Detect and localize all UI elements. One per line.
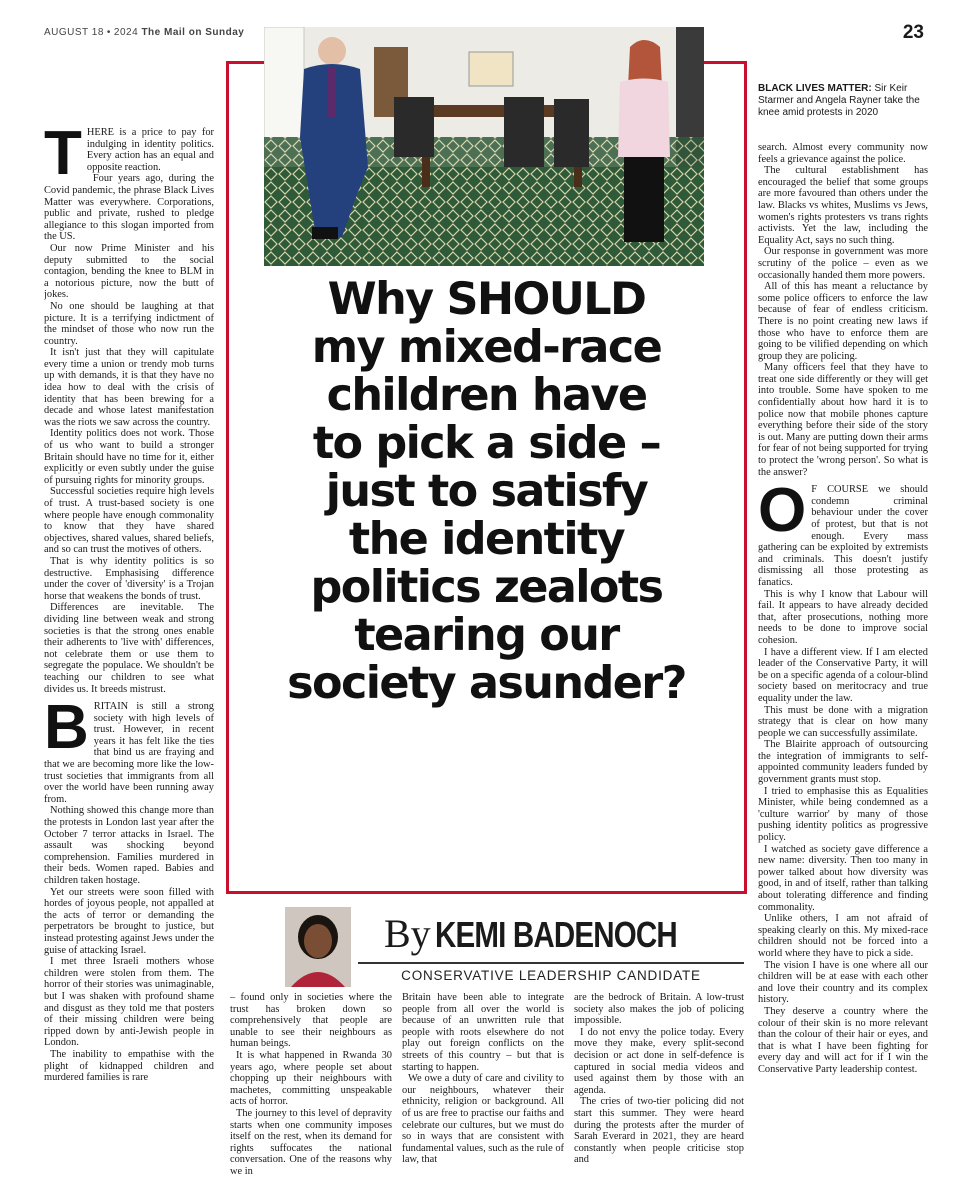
page-header: AUGUST 18 • 2024 The Mail on Sunday [44,27,245,38]
article-column-4 [574,992,744,1177]
author-photo [285,907,351,987]
caption-text: Sir Keir Starmer and Angela Rayner take the knee amid protests in 2020 [758,83,920,118]
article-paragraph: I tried to emphasise this as Equalities Minister, while being condemned as a 'culture warrior' by many of those pushing identity politics as progressive policy. [758,785,928,844]
headline-line: society asunder? [287,658,686,709]
article-paragraph: Unlike others, I am not afraid of speaking clearly on this. My mixed-race children should not be forced into a world where they have to pick a side. [758,913,928,959]
article-paragraph: The cries of two-tier policing did not start this summer. They were heard during the protests after the murder of Sarah Everard in 2021, they are heard constantly when people criticise stop and [574,1096,744,1166]
article-paragraph: Our response in government was more scrutiny of the police – even as we occasionally handed them more powers. [758,246,928,281]
author-name: KEMI BADENOCH [435,914,678,955]
page-number: 23 [902,22,924,43]
article-paragraph: Four years ago, during the Covid pandemic, the phrase Black Lives Matter was everywhere. Corporations, public and private, rushed to pledge allegiance to this slogan imported from the US. [44,173,214,243]
article-paragraph: They deserve a country where the colour of their skin is no more relevant than the colour of their hair or eyes, and that is what I have been fighting for every day and will act for if I win the Conservative Party leadership contest. [758,1005,928,1075]
article-paragraph: We owe a duty of care and civility to our neighbours, whatever their ethnicity, religion or background. All of us are free to practise our faiths and celebrate our cultures, but we must do so in ways that are consistent with fundamental values, such as the rule of law, that [402,1073,564,1166]
issue-year: 2024 [113,27,139,38]
drop-cap: B [44,693,89,763]
headline-line: Why SHOULD [327,274,646,325]
article-photo [264,27,704,266]
article-paragraph: Differences are inevitable. The dividing line between weak and strong societies is that the strong ones enable their adherents to 'live with' differences, not celebrate them or use them to segregate the populace. We shouldn't be teaching our children to see what divides us. It breeds mistrust. [44,602,214,695]
article-paragraph: I met three Israeli mothers whose children were stolen from them. The horror of their stories was unimaginable, but I was shaken with profound shame and disgust as they told me that posters of their missing children were being ripped down by anti-Jewish people in London. [44,956,214,1049]
article-paragraph: O F COURSE we should condemn criminal behaviour under the cover of protest, but that is not enough. Every mass gathering can be exploited by extremists and criminals. This doesn't justify dismissing all those protesting as fanatics. [758,476,928,588]
article-paragraph: No one should be laughing at that picture. It is a terrifying indictment of the mindset of those who now run the country. [44,300,214,347]
article-paragraph: are the bedrock of Britain. A low-trust society also makes the job of policing impossible. [574,992,744,1027]
article-paragraph: This is why I know that Labour will fail. It appears to have already decided that, after prosecutions, nothing more needs to be done to improve social cohesion. [758,588,928,646]
headline-line: to pick a side – [312,418,661,469]
headline-line: politics zealots [310,562,663,613]
article-paragraph: It isn't just that they will capitulate every time a union or trendy mob turns up with demands, it is that they have no idea how to deal with the crisis of identity that has been brewing for a decade and whose latest manifestation was the riots we saw across the country. [44,347,214,428]
byline-divider [358,962,744,964]
article-paragraph: Our now Prime Minister and his deputy submitted to the social contagion, bending the knee to BLM in a notorious picture, now the butt of jokes. [44,242,214,301]
article-column-2 [230,992,392,1177]
article-column-3 [402,992,564,1177]
headline-line: my mixed-race [311,322,662,373]
article-paragraph: THERE is a price to pay for indulging in identity politics. Every action has an equal and opposite reaction. [44,127,214,188]
article-paragraph: The inability to empathise with the plight of kidnapped children and murdered families is rare [44,1048,214,1084]
photo-caption [758,83,928,119]
photo-illustration [264,27,704,266]
article-paragraph: search. Almost every community now feels a grievance against the police. [758,142,928,165]
drop-cap: T [44,127,82,188]
caption-label: BLACK LIVES MATTER: [758,83,872,94]
headline-line: children have [326,370,647,421]
byline-by: By [384,911,431,956]
article-paragraph: – found only in societies where the trust has broken down so comprehensively that people are unable to see their neighbours as human beings. [230,992,392,1050]
article-paragraph: Britain have been able to integrate people from all over the world is because of an unwritten rule that people with roots elsewhere do not play out foreign conflicts on the streets of this country – but that is starting to happen. [402,992,564,1073]
headline-line: just to satisfy [325,466,648,517]
article-paragraph: Nothing showed this change more than the protests in London last year after the October 7 terror attacks in Israel. The assault was shocking beyond comprehension. Families murdered in their beds. Women raped. Babies and children taken hostage. [44,805,214,886]
article-column-left [44,127,214,1177]
article-paragraph: I watched as society gave difference a new name: diversity. Then too many in power talked about how diversity was good, in and of itself, rather than talking about tolerating difference and finding commonality. [758,843,928,913]
byline [384,910,730,957]
article-paragraph: Yet our streets were soon filled with hordes of joyous people, not appalled at the acts of terror or demanding the perpetrators be brought to justice, but instead protesting against Jews under the guise of attacking Israel. [44,886,214,956]
article-paragraph: This must be done with a migration strategy that is clear on how many people we can successfully assimilate. [758,704,928,739]
issue-date: AUGUST 18 [44,27,104,38]
headline [230,276,743,708]
article-paragraph: Identity politics does not work. Those of us who want to build a stronger Britain should have no time for it, either explicitly or even subtly under the guise of pursuing rights for minority groups. [44,428,214,486]
drop-cap: O [758,476,807,546]
headline-line: tearing our [354,610,619,661]
article-paragraph: I have a different view. If I am elected leader of the Conservative Party, it will be on a specific agenda of a colour-blind society based on meritocracy and true equality under the law. [758,646,928,704]
article-paragraph: I do not envy the police today. Every move they make, every split-second decision or act done in self-defence is captured in social media videos and used against them by those with an agenda. [574,1026,744,1096]
publication-name: The Mail on Sunday [141,27,245,38]
article-paragraph: Successful societies require high levels of trust. A trust-based society is one where people have enough commonality to know that they have shared objectives, shared values, shared beliefs, and so can trust the motives of others. [44,486,214,556]
headline-line: the identity [348,514,625,565]
article-paragraph: That is why identity politics is so destructive. Emphasising difference under the cover of 'diversity' is a Trojan horse that weakens the bonds of trust. [44,555,214,602]
article-paragraph: The Blairite approach of outsourcing the integration of immigrants to self-appointed community leaders funded by government grants must stop. [758,739,928,786]
article-column-right [758,142,928,1177]
article-paragraph: The cultural establishment has encouraged the belief that some groups are more favoured than others under the law. Blacks vs whites, Muslims vs Jews, women's rights protesters vs trans rights activists. Yet the law, including the Equality Act, says no such thing. [758,165,928,246]
article-paragraph: The vision I have is one where all our children will be at ease with each other and love their country and its complex history. [758,959,928,1006]
article-paragraph: BRITAIN is still a strong society with high levels of trust. However, in recent years it has felt like the ties that bind us are fraying and that we are becoming more like the low-trust societies that immigrants from all over the world have been running away from. [44,693,214,805]
article-paragraph: It is what happened in Rwanda 30 years ago, where people set about chopping up their neighbours with machetes, committing unspeakable acts of horror. [230,1049,392,1108]
article-paragraph: Many officers feel that they have to treat one side differently or they will get into trouble. Some have spoken to me confidentially about how hard it is to police now that mobile phones capture everything before their side of the story is out. Many are putting down their arms for fear of not being supported for trying to protect the 'wrong person'. So what is the answer? [758,362,928,478]
author-role: CONSERVATIVE LEADERSHIP CANDIDATE [401,968,701,983]
article-paragraph: All of this has meant a reluctance by some police officers to enforce the law because of fear of endless criticism. There is no point creating new laws if those who have to enforce them are going to be vilified depending on which group they are policing. [758,281,928,362]
author-portrait [285,907,351,987]
article-paragraph: The journey to this level of depravity starts when one community imposes itself on the rest, when its demand for rights suffocates the national conversation. One of the reasons why we in [230,1107,392,1177]
